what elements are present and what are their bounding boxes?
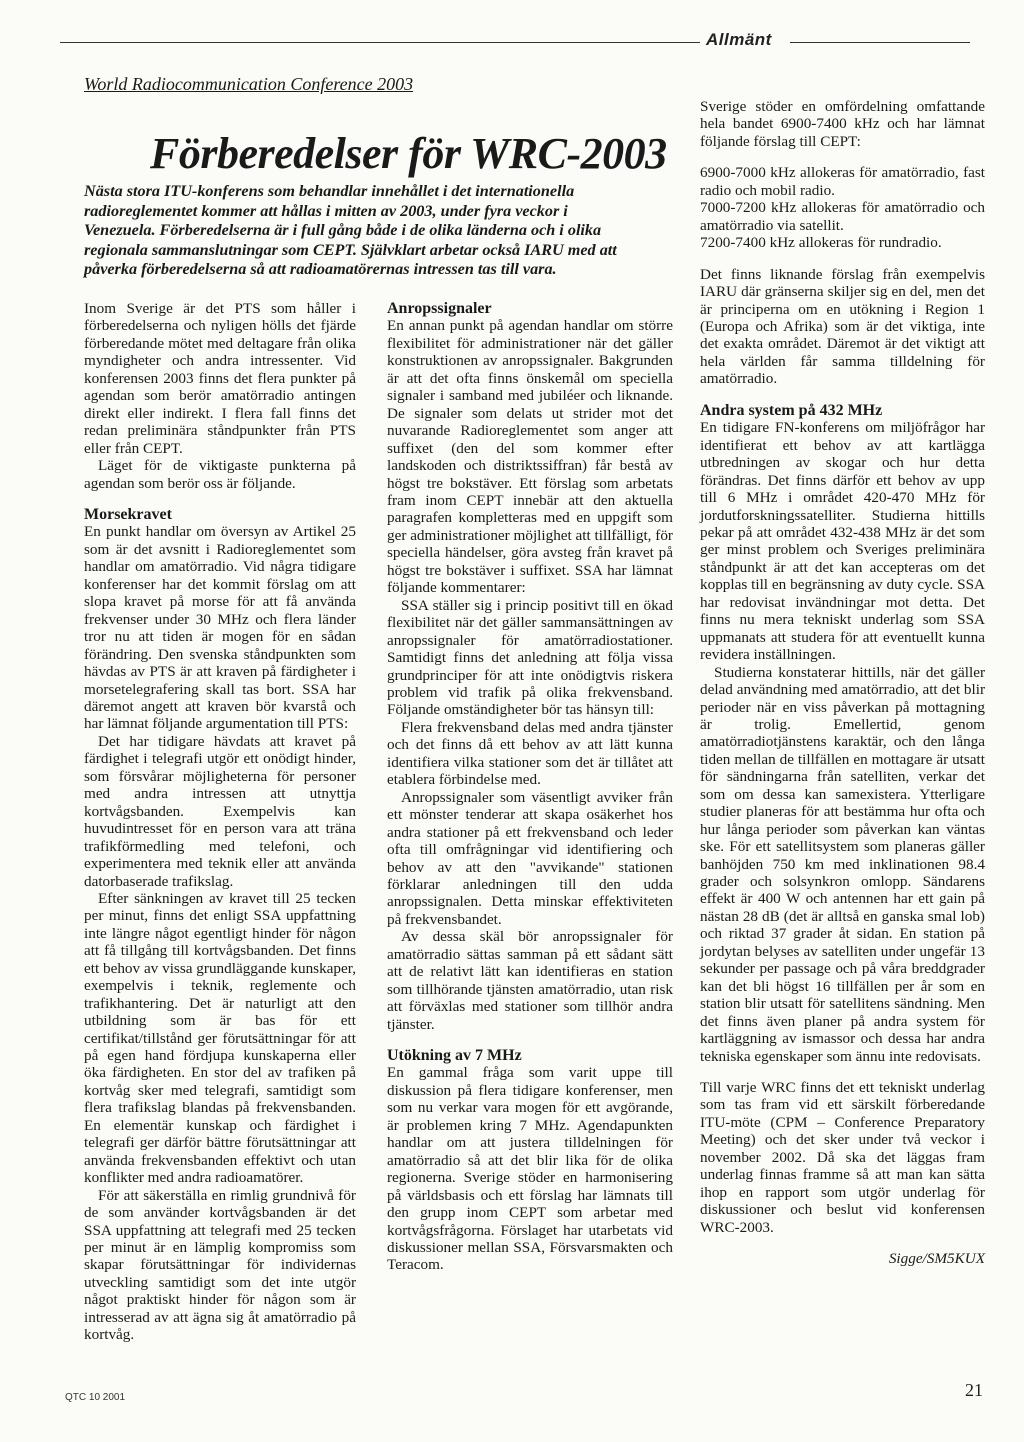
author-signature: Sigge/SM5KUX [888,1250,985,1268]
column-1 [84,300,356,1344]
allocation-item: 7000-7200 kHz allokeras för amatörradio och amatörradio via satellit. [700,199,985,234]
section-tag: Allmänt [706,30,772,49]
paragraph: Inom Sverige är det PTS som håller i förberedelserna och nyligen hölls det fjärde förberedande mötet med deltagare från olika myndigheter och andra intressenter. Vid konferensen 2003 finns det flera punkter på agendan som berör amatörradio antingen direkt eller indirekt. I flera fall finns det redan preliminära ståndpunkter från PTS eller från CEPT. [84,300,356,457]
paragraph: Anropssignaler som väsentligt avviker från ett mönster tenderar att skapa osäkerhet hos andra stationer på ett frekvensband och leder ofta till omfrågningar vid identifiering och behov av att den "avvikande" stationen förklarar anledningen till den udda anropssignalen. Detta minskar effektiviteten på frekvensbandet. [387,788,673,928]
paragraph: En annan punkt på agendan handlar om större flexibilitet för administrationer när det gäller konstruktionen av anropssignaler. Bakgrunden är att det ofta finns önskemål om speciella signaler i samband med jubiléer och liknande. De signaler som delats ut strider mot det nuvarande Radioreglementet som anger att suffixet (den del som kommer efter landskoden och distriktssiffran) får bestå av högst tre bokstäver. Ett förslag som arbetats fram inom CEPT innebär att den aktuella paragrafen kompletteras med en uppgift som ger administrationer möjlighet att tillfälligt, för speciella händelser, göra avsteg från kravet på högst tre bokstäver i suffixet. SSA har lämnat följande kommentarer: [387,317,673,597]
top-rule-right [790,42,970,43]
paragraph: En tidigare FN-konferens om miljöfrågor har identifierat ett behov av att kartlägga utbredningen av skogar och hur detta förändras. Det finns därför ett behov av upp till 6 MHz i området 420-470 MHz för jordutforskningssatelliter. Studierna hittills pekar på att området 432-438 MHz är det som ger minst problem och Sveriges preliminära ståndpunkt är att det kan accepteras om det kopplas till en begränsning av duty cycle. SSA har redovisat invändningar mot detta. Det finns nu mera tekniskt underlag som SSA uppmanats att studera för att eventuellt kunna revidera inställningen. [700,419,985,664]
article-lead: Nästa stora ITU-konferens som behandlar innehållet i det internationella radioreglementet kommer att hållas i mitten av 2003, under fyra veckor i Venezuela. Förberedelserna är i full gång både i de olika länderna och i olika regionala sammanslutningar som CEPT. Självklart arbetar också IARU med att påverka förberedelserna så att radioamatörernas intressen tas till vara. [84,182,617,278]
article-kicker: World Radiocommunication Conference 2003 [84,74,414,94]
paragraph: Till varje WRC finns det ett tekniskt underlag som tas fram vid ett särskilt förberedande ITU-möte (CPM – Conference Preparatory Meeting) och det sker under två veckor i november 2002. Då ska det läggas fram underlag finnas framme så att man kan sätta ihop en rapport som utgör underlag för diskussioner och beslut vid konferensen WRC-2003. [700,1079,985,1236]
paragraph: Efter sänkningen av kravet till 25 tecken per minut, finns det enligt SSA uppfattning inte längre något egentligt hinder för någon att få tillgång till kortvågsbanden. Det finns ett behov av vissa grundläggande kunskaper, exempelvis i teknik, reglemente och trafikhantering. Det är naturligt att den utbildning som är bas för ett certifikat/tillstånd ger förutsättningar för att på egen hand fördjupa kunskaperna eller öka färdigheten. En stor del av trafiken på kortvåg sker med telegrafi, samtidigt som flera trafikslag blandas på frekvensbanden. En elementär kunskap och färdighet i telegrafi ger därför bättre förutsättningar att använda frekvensbanden effektivt och utan konflikter med andra radioamatörer. [84,889,356,1187]
footer-issue: QTC 10 2001 [65,1392,126,1403]
article-headline: Förberedelser för WRC-2003 [150,129,667,178]
subheading-anropssignaler: Anropssignaler [387,300,492,317]
paragraph: Flera frekvensband delas med andra tjänster och det finns då ett behov av att lätt kunna identifiera vilka stationer som det är tillåtet att etablera förbindelse med. [387,718,673,789]
allocation-item: 6900-7000 kHz allokeras för amatörradio, fast radio och mobil radio. [700,164,985,199]
paragraph: Studierna konstaterar hittills, när det gäller delad användning med amatörradio, att det blir perioder när en viss påverkan på mottagning är trolig. Emellertid, genom amatörradiotjänstens karaktär, och den långa tiden mellan de tillfällen en mottagare är utsatt för sändningarna från satelliten, verkar det som om dessa kan samexistera. Ytterligare studier planeras för att bestämma hur ofta och hur långa perioder som påverkan kan väntas ske. För ett satellitsystem som planeras gäller banhöjden 750 km med inklinationen 98.4 grader och solsynkron omlopp. Sändarens effekt är 400 W och antennen har ett gain på nästan 28 dB (det är alltså en ganska smal lob) och riktad 37 grader åt sidan. En station på jordytan belyses av satelliten under ungefär 13 sekunder per passage och på våra breddgrader kan det bli högst 16 tillfällen per år som en station blir utsatt för satellitens sändning. Men det finns även planer på andra system för kartläggning av ismassor och dessa har andra tekniska egenskaper som ännu inte redovisats. [700,663,985,1065]
column-3 [700,98,985,1268]
paragraph: En gammal fråga som varit uppe till diskussion på flera tidigare konferenser, men som nu verkar vara mogen för ett avgörande, är problemen kring 7 MHz. Agendapunkten handlar om att justera tilldelningen för amatörradio så att det blir lika för de olika regionerna. Sverige stöder en harmonisering på världsbasis och ett förslag har lämnats till den grupp inom CEPT som arbetar med kortvågsfrågorna. Förslaget har utarbetats vid diskussioner mellan SSA, Försvarsmakten och Teracom. [387,1064,673,1274]
paragraph: För att säkerställa en rimlig grundnivå för de som använder kortvågsbanden är det SSA uppfattning att telegrafi med 25 tecken per minut är en lämplig kompromiss som skapar förutsättningar för individernas utveckling samtidigt som det inte utgör något praktiskt hinder för någon som är intresserad av att ägna sig åt amatörradio på kortvåg. [84,1186,356,1344]
paragraph: Det finns liknande förslag från exempelvis IARU där gränserna skiljer sig en del, men det är principerna om en utökning i Region 1 (Europa och Afrika) som är det viktiga, inte det exakta området. Däremot är det viktigt att hela världen får samma tilldelning för amatörradio. [700,265,985,388]
paragraph: Av dessa skäl bör anropssignaler för amatörradio sättas samman på ett sådant sätt att de relativt lätt kan identifieras en station som tillhörande tjänsten amatörradio, utan risk att förväxlas med stationer som tillhör andra tjänster. [387,928,673,1033]
subheading-432mhz: Andra system på 432 MHz [700,401,883,419]
allocation-item: 7200-7400 kHz allokeras för rundradio. [700,234,942,252]
top-rule [60,42,700,43]
page-number: 21 [965,1380,983,1400]
paragraph: Sverige stöder en omfördelning omfattande hela bandet 6900-7400 kHz och har lämnat följande förslag till CEPT: [700,98,985,150]
paragraph: SSA ställer sig i princip positivt till en ökad flexibilitet när det gäller sammansättningen av anropssignaler för amatörradiostationer. Samtidigt finns det anledning att följa vissa grundprinciper för att inte onödigtvis riskera problem vid trafik på olika frekvensband. Följande omständigheter bör tas hänsyn till: [387,596,673,719]
column-2 [387,300,673,1274]
subheading-7mhz: Utökning av 7 MHz [387,1047,522,1065]
paragraph: En punkt handlar om översyn av Artikel 25 som är det avsnitt i Radioreglementet som handlar om amatörradio. Vid några tidigare konferenser har det kommit förslag om att slopa kravet på morse för att få använda frekvenser under 30 MHz och flera länder tror nu att tiden är mogen för en sådan förändring. Den svenska ståndpunkten som hävdas av PTS är att kraven på färdigheter i morsetelegrafering skall tas bort. SSA har däremot angett att kraven bör kvarstå och har lämnat följande argumentation till PTS: [84,523,356,733]
subheading-morsekravet: Morsekravet [84,505,172,523]
paragraph: Det har tidigare hävdats att kravet på färdighet i telegrafi utgör ett onödigt hinder, som försvårar möjligheterna för personer med andra intressen att utnyttja kortvågsbanden. Exempelvis kan huvudintresset för en person vara att träna trafikförmedling med telefoni, och experimentera med teknik eller att använda datorbaserade trafikslag. [84,732,356,890]
paragraph: Läget för de viktigaste punkterna på agendan som berör oss är följande. [84,457,356,492]
